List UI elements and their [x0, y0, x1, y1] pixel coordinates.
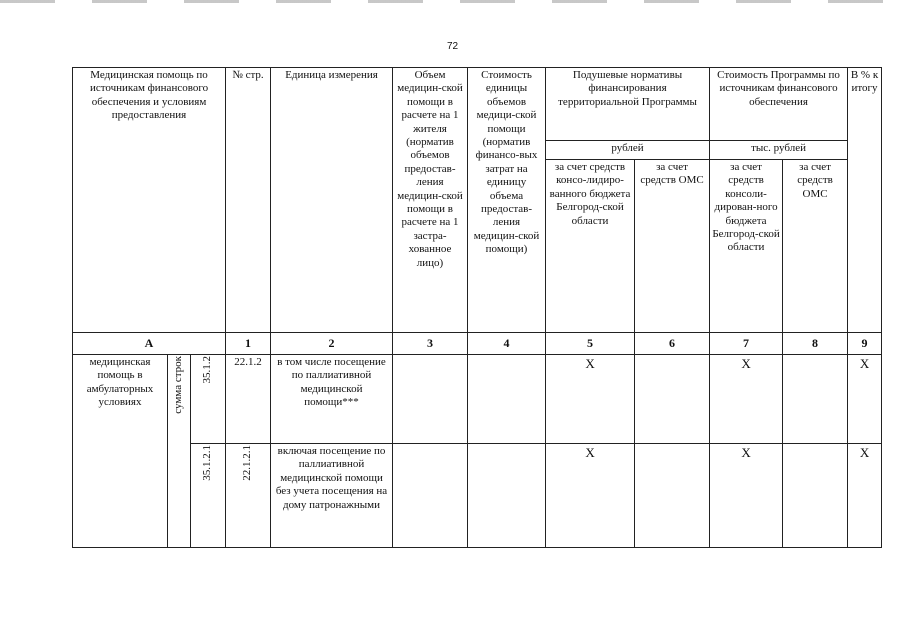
cell-col-8	[783, 355, 848, 444]
cell-col-3	[393, 355, 468, 444]
row-unit: в том числе посещение по паллиативной медицинской помощи***	[271, 355, 393, 444]
header-col-3: Объем медицин-ской помощи в расчете на 1 жителя (норматив объемов предостав-ления медицин-ской помощи в расчете на 1 застра-хованное лицо)	[393, 68, 468, 333]
header-col-2: Единица измерения	[271, 68, 393, 333]
group-label: медицинская помощь в амбулаторных условиях	[73, 355, 168, 548]
index-cell-1: 1	[226, 333, 271, 355]
cell-col-9: Х	[848, 444, 882, 548]
cell-col-5: Х	[546, 444, 635, 548]
header-col-4: Стоимость единицы объемов медици-ской помощи (норматив финансо-вых затрат на единицу объема предостав-ления медицин-ской помощи)	[468, 68, 546, 333]
index-cell-4: 4	[468, 333, 546, 355]
cell-col-4	[468, 444, 546, 548]
cell-col-5: Х	[546, 355, 635, 444]
header-col-a: Медицинская помощь по источникам финансового обеспечения и условиям предоставления	[73, 68, 226, 333]
header-col-9: В % к итогу	[848, 68, 882, 333]
sum-label-cell	[168, 355, 191, 548]
sum-label: сумма строк	[172, 356, 185, 414]
header-col-8: за счет средств ОМС	[783, 160, 848, 333]
financing-table	[72, 67, 882, 548]
header-col-1: № стр.	[226, 68, 271, 333]
cell-col-9: Х	[848, 355, 882, 444]
index-cell-6: 6	[635, 333, 710, 355]
cell-col-3	[393, 444, 468, 548]
index-cell-8: 8	[783, 333, 848, 355]
cell-col-7: Х	[710, 355, 783, 444]
header-unit-thousand-rubles: тыс. рублей	[710, 141, 848, 160]
scan-edge-marks	[0, 0, 905, 3]
ref-cell	[191, 444, 226, 548]
row-ref: 35.1.2	[201, 356, 214, 384]
index-cell-a: А	[73, 333, 226, 355]
row-number-cell	[226, 444, 271, 548]
row-number: 22.1.2	[226, 355, 271, 444]
header-col-5: за счет средств консо-лидиро-ванного бюджета Белгород-ской области	[546, 160, 635, 333]
header-unit-rubles: рублей	[546, 141, 710, 160]
row-number: 22.1.2.1	[241, 445, 254, 481]
index-cell-9: 9	[848, 333, 882, 355]
table-row	[73, 444, 882, 548]
header-col-78: Стоимость Программы по источникам финансового обеспечения	[710, 68, 848, 141]
ref-cell	[191, 355, 226, 444]
page-number: 72	[446, 41, 459, 52]
cell-col-6	[635, 355, 710, 444]
cell-col-4	[468, 355, 546, 444]
row-ref: 35.1.2.1	[201, 445, 214, 481]
index-cell-3: 3	[393, 333, 468, 355]
index-cell-2: 2	[271, 333, 393, 355]
header-col-7: за счет средств консоли-дирован-ного бюджета Белгород-ской области	[710, 160, 783, 333]
column-index-row	[73, 333, 882, 355]
index-cell-7: 7	[710, 333, 783, 355]
index-cell-5: 5	[546, 333, 635, 355]
header-row-1	[73, 68, 882, 141]
cell-col-6	[635, 444, 710, 548]
table-row	[73, 355, 882, 444]
header-col-6: за счет средств ОМС	[635, 160, 710, 333]
header-col-56: Подушевые нормативы финансирования территориальной Программы	[546, 68, 710, 141]
cell-col-8	[783, 444, 848, 548]
row-unit: включая посещение по паллиативной медицинской помощи без учета посещения на дому патронажными	[271, 444, 393, 548]
cell-col-7: Х	[710, 444, 783, 548]
